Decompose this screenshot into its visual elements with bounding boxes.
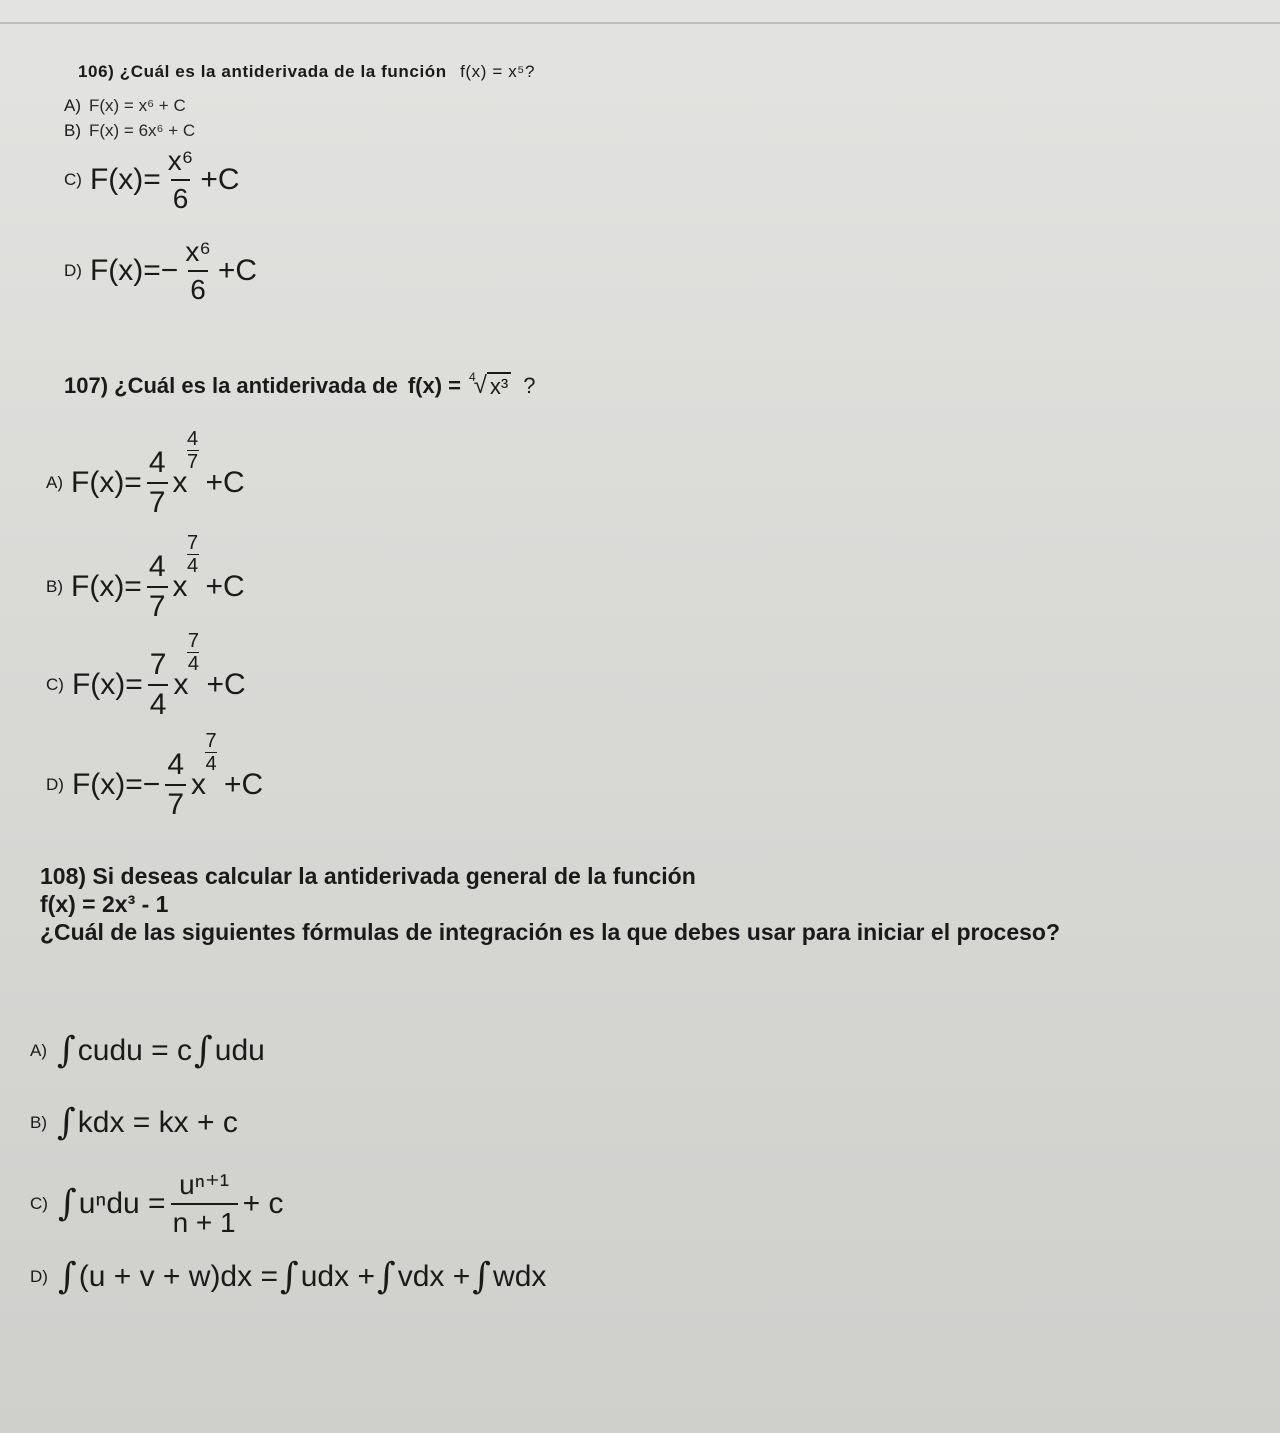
question-106-function: f(x) = x⁵? [460,62,535,81]
option-lhs: F(x)= [71,668,143,701]
option-part-1: (u + v + w)dx = [78,1259,278,1293]
option-lhs: F(x)=− [89,254,179,287]
denominator: 6 [188,270,208,306]
option-tail: + c [242,1186,284,1220]
exponent-numerator: 4 [186,428,199,450]
denominator: 7 [147,482,168,520]
option-text-2: udu [214,1033,265,1067]
exponent-denominator: 4 [205,753,217,775]
option-108-c[interactable] [30,1168,284,1239]
power-base: x [172,570,188,603]
option-106-c[interactable] [64,145,240,215]
fraction [171,1168,238,1239]
option-letter: D) [30,1266,48,1286]
question-108-line3: ¿Cuál de las siguientes fórmulas de integración es la que debes usar para iniciar el proceso? [40,919,1060,945]
numerator: 4 [148,550,166,583]
question-108-line1: 108) Si deseas calcular la antiderivada general de la función [40,863,696,889]
question-106-text: 106) ¿Cuál es la antiderivada de la función [78,62,447,81]
option-text: cudu = c [77,1033,193,1067]
fraction [148,648,169,722]
option-106-a[interactable] [64,96,186,116]
option-part-4: wdx [493,1259,547,1293]
option-lhs: F(x)= [71,466,142,499]
denominator: 7 [147,586,168,624]
option-tail: +C [224,768,264,801]
question-108-function: f(x) = 2x³ - 1 [40,891,169,917]
power-term [173,630,200,702]
power-base: x [173,668,189,701]
option-107-c[interactable] [46,630,246,722]
option-tail: +C [205,570,245,603]
option-letter: B) [64,121,81,140]
option-107-a[interactable] [46,428,245,520]
root-index: 4 [469,370,476,384]
option-tail: +C [206,668,246,701]
exponent-numerator: 7 [187,630,200,652]
question-107-function-lhs: f(x) = [407,373,461,398]
option-text: F(x) = x⁶ + C [89,96,186,115]
exponent-fraction [187,532,199,577]
numerator: 7 [149,648,167,681]
option-lhs: F(x)= [89,163,161,196]
fraction [166,145,196,215]
exponent-denominator: 7 [186,451,199,473]
option-letter: C) [30,1193,48,1213]
page-edge-line [0,22,1280,24]
option-letter: A) [64,96,81,115]
option-letter: D) [64,261,82,280]
denominator: 6 [171,179,191,215]
power-term [172,532,199,604]
integral-icon: ∫ [57,1256,77,1297]
denominator: 4 [148,684,169,722]
option-106-d[interactable] [64,236,257,306]
fraction [147,446,168,520]
exponent-fraction [187,630,199,675]
exponent-fraction [205,730,217,775]
option-lhs: uⁿdu = [78,1186,166,1220]
power-base: x [191,768,206,801]
exponent-numerator: 7 [205,730,217,752]
option-text: F(x) = 6x⁶ + C [89,121,196,140]
option-107-d[interactable] [46,730,264,822]
numerator: 4 [167,748,184,781]
numerator: 4 [148,446,166,479]
option-part-3: vdx + [397,1259,471,1293]
integral-icon: ∫ [279,1256,299,1297]
option-letter: B) [46,577,63,596]
question-107-text: 107) ¿Cuál es la antiderivada de [64,373,398,398]
option-letter: A) [30,1040,47,1060]
integral-icon: ∫ [57,1030,76,1071]
power-term [172,428,199,500]
option-letter: D) [46,775,64,794]
option-106-b[interactable] [64,121,195,141]
fraction [183,236,213,306]
integral-icon: ∫ [472,1256,492,1297]
radical-sign-icon: √ [473,372,487,399]
fraction [147,550,168,624]
integral-icon: ∫ [194,1030,213,1071]
option-107-b[interactable] [46,532,245,624]
numerator: uⁿ⁺¹ [179,1169,230,1200]
power-base: x [172,466,188,499]
radical [469,372,511,400]
exponent-denominator: 4 [187,653,200,675]
option-text: kdx = kx + c [77,1105,238,1139]
question-106 [78,62,535,82]
integral-icon: ∫ [376,1256,396,1297]
option-letter: C) [46,675,64,694]
option-part-2: udx + [300,1259,375,1293]
power-term [191,730,217,802]
question-107 [64,372,535,400]
option-108-a[interactable] [30,1030,265,1071]
radicand: x³ [487,372,511,400]
exponent-numerator: 7 [186,532,199,554]
option-letter: B) [30,1112,47,1132]
question-108 [40,862,1060,946]
option-letter: C) [64,170,82,189]
exponent-fraction [187,428,199,473]
question-mark: ? [523,373,536,398]
denominator: n + 1 [171,1203,238,1239]
option-lhs: F(x)=− [71,768,161,801]
numerator: x⁶ [185,236,211,267]
denominator: 7 [165,784,186,822]
option-108-b[interactable] [30,1102,238,1143]
option-letter: A) [46,473,63,492]
option-tail: +C [200,163,240,196]
option-lhs: F(x)= [71,570,142,603]
option-108-d[interactable] [30,1256,546,1297]
integral-icon: ∫ [57,1183,77,1224]
integral-icon: ∫ [57,1102,76,1143]
numerator: x⁶ [167,145,194,176]
exponent-denominator: 4 [186,555,199,577]
fraction [165,748,186,822]
option-tail: +C [205,466,245,499]
option-tail: +C [217,254,258,287]
